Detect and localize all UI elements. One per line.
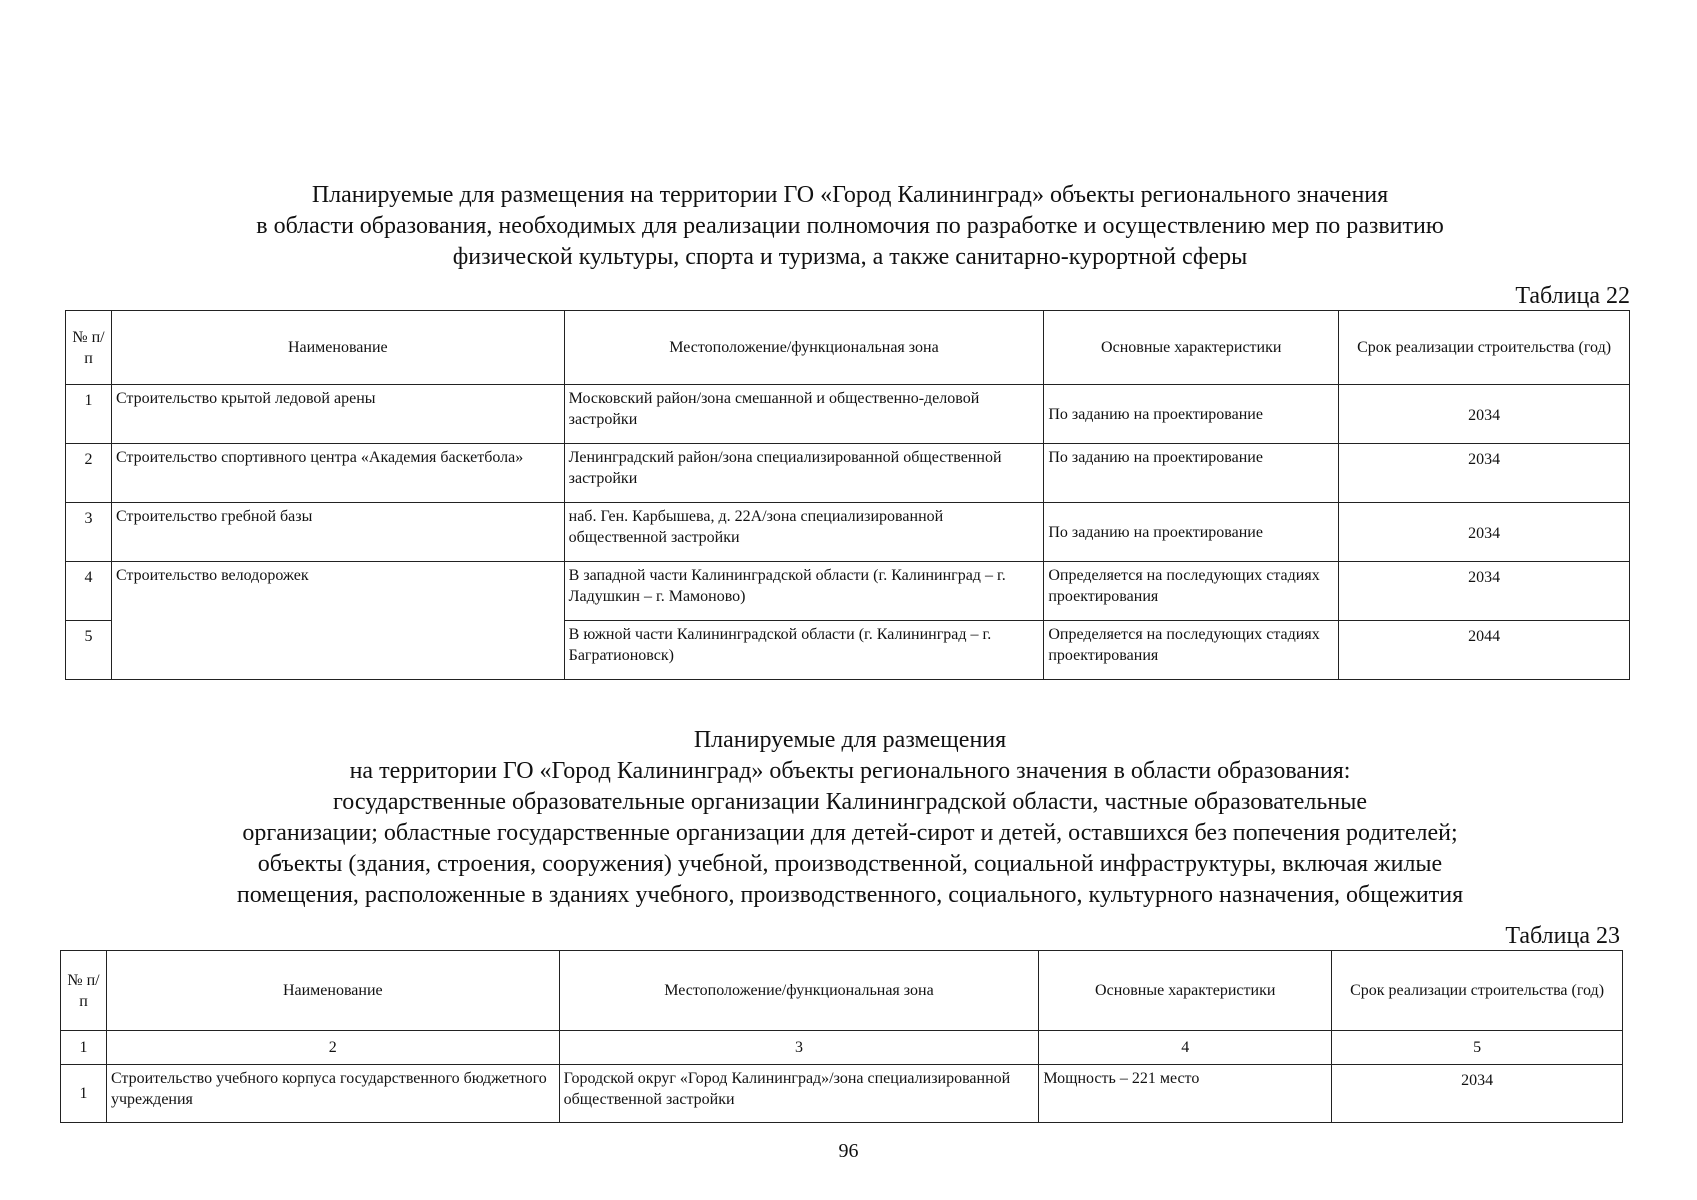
table23-caption: Таблица 23 (1505, 923, 1620, 949)
row-characteristics: Мощность – 221 место (1039, 1065, 1332, 1123)
row-term: 2044 (1339, 621, 1630, 680)
row-term: 2034 (1332, 1065, 1623, 1123)
table-row (66, 562, 1630, 621)
header-name: Наименование (106, 951, 559, 1031)
section2-title-line: помещения, расположенные в зданиях учебного, производственного, социального, культурного назначения, общежития (236, 882, 1464, 908)
header-num: № п/п (61, 951, 107, 1031)
row-location: наб. Ген. Карбышева, д. 22А/зона специализированной общественной застройки (564, 503, 1044, 562)
table-row (61, 1065, 1623, 1123)
row-term: 2034 (1339, 503, 1630, 562)
section1-title-line: физической культуры, спорта и туризма, а также санитарно-курортной сферы (452, 244, 1248, 270)
table-row (66, 385, 1630, 444)
col-number: 2 (106, 1031, 559, 1065)
header-characteristics: Основные характеристики (1044, 311, 1339, 385)
row-num: 4 (66, 562, 112, 621)
col-number: 1 (61, 1031, 107, 1065)
row-num: 1 (66, 385, 112, 444)
header-location: Местоположение/функциональная зона (559, 951, 1039, 1031)
row-characteristics: По заданию на проектирование (1044, 503, 1339, 562)
row-name: Строительство учебного корпуса государственного бюджетного учреждения (106, 1065, 559, 1123)
col-number: 5 (1332, 1031, 1623, 1065)
table-row (66, 444, 1630, 503)
section1-title-line: в области образования, необходимых для реализации полномочия по разработке и осуществлению мер по развитию (256, 213, 1444, 239)
row-term: 2034 (1339, 385, 1630, 444)
header-term: Срок реализации строительства (год) (1332, 951, 1623, 1031)
row-location: Городской округ «Город Калининград»/зона специализированной общественной застройки (559, 1065, 1039, 1123)
table22-caption: Таблица 22 (1515, 283, 1630, 309)
row-name: Строительство крытой ледовой арены (111, 385, 564, 444)
section1-title (90, 180, 1610, 273)
section2-title (90, 725, 1610, 911)
row-location: Московский район/зона смешанной и общественно-деловой застройки (564, 385, 1044, 444)
table-22 (65, 310, 1630, 680)
row-term: 2034 (1339, 444, 1630, 503)
row-characteristics: Определяется на последующих стадиях проектирования (1044, 562, 1339, 621)
row-num: 5 (66, 621, 112, 680)
row-name: Строительство спортивного центра «Академия баскетбола» (111, 444, 564, 503)
table-row (66, 503, 1630, 562)
row-num: 2 (66, 444, 112, 503)
row-term: 2034 (1339, 562, 1630, 621)
header-location: Местоположение/функциональная зона (564, 311, 1044, 385)
table-header-row (61, 951, 1623, 1031)
section2-title-line: организации; областные государственные организации для детей-сирот и детей, оставшихся без попечения родителей; (242, 820, 1458, 846)
header-characteristics: Основные характеристики (1039, 951, 1332, 1031)
section2-title-line: на территории ГО «Город Калининград» объекты регионального значения в области образования: (349, 758, 1351, 784)
table-header-row (66, 311, 1630, 385)
section2-title-line: Планируемые для размещения (693, 727, 1007, 753)
row-num: 1 (61, 1065, 107, 1123)
row-name: Строительство гребной базы (111, 503, 564, 562)
row-characteristics: Определяется на последующих стадиях проектирования (1044, 621, 1339, 680)
header-name: Наименование (111, 311, 564, 385)
section1-title-line: Планируемые для размещения на территории ГО «Город Калининград» объекты регионального значения (311, 182, 1389, 208)
header-term: Срок реализации строительства (год) (1339, 311, 1630, 385)
row-name: Строительство велодорожек (111, 562, 564, 680)
col-number: 3 (559, 1031, 1039, 1065)
column-number-row (61, 1031, 1623, 1065)
row-location: Ленинградский район/зона специализированной общественной застройки (564, 444, 1044, 503)
section2-title-line: государственные образовательные организации Калининградской области, частные образовательные (333, 789, 1367, 815)
row-characteristics: По заданию на проектирование (1044, 444, 1339, 503)
header-num: № п/п (66, 311, 112, 385)
col-number: 4 (1039, 1031, 1332, 1065)
section2-title-line: объекты (здания, строения, сооружения) учебной, производственной, социальной инфраструктуры, включая жилые (257, 851, 1443, 877)
row-characteristics: По заданию на проектирование (1044, 385, 1339, 444)
row-num: 3 (66, 503, 112, 562)
row-location: В западной части Калининградской области (г. Калининград – г. Ладушкин – г. Мамоново) (564, 562, 1044, 621)
table-23 (60, 950, 1623, 1123)
row-location: В южной части Калининградской области (г. Калининград – г. Багратионовск) (564, 621, 1044, 680)
page-number: 96 (838, 1140, 859, 1162)
